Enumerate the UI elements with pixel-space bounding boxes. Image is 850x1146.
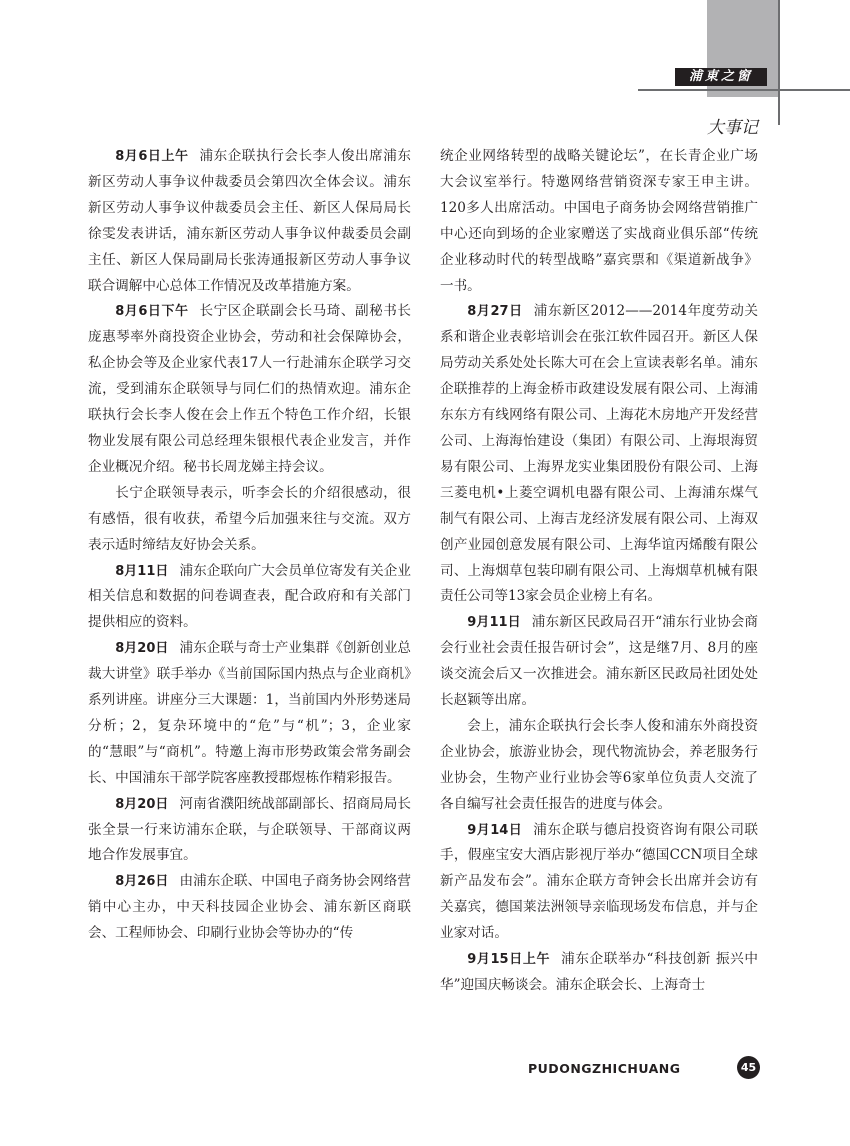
page-number: 45 bbox=[737, 1056, 760, 1079]
header-horizontal-rule bbox=[638, 89, 850, 91]
event-text: 会上，浦东企联执行会长李人俊和浦东外商投资企业协会，旅游业协会，现代物流协会，养老服务行业协会，生物产业行业协会等6家单位负责人交流了各自编写社会责任报告的进度与体会。 bbox=[440, 717, 758, 812]
event-text: 浦东企联与奇士产业集群《创新创业总裁大讲堂》联手举办《当前国际国内热点与企业商机》系列讲座。讲座分三大课题：1，当前国内外形势迷局分析；2，复杂环境中的“危”与“机”；3，企业家的“慧眼”与“商机”。特邀上海市形势政策会常务副会长、中国浦东干部学院客座教授郡煜栋作精彩报告。 bbox=[88, 640, 412, 786]
event-text: 浦东企联执行会长李人俊出席浦东新区劳动人事争议仲裁委员会第四次全体会议。浦东新区劳动人事争议仲裁委员会主任、新区人保局局长徐雯发表讲话，浦东新区劳动人事争议仲裁委员会副主任、新区人保局副局长张涛通报新区劳动人事争议联合调解中心总体工作情况及改革措施方案。 bbox=[88, 148, 412, 294]
event-text: 统企业网络转型的战略关键论坛”，在长青企业广场大会议室举行。特邀网络营销资深专家王申主讲。120多人出席活动。中国电子商务协会网络营销推广中心还向到场的企业家赠送了实战商业俱乐部“传统企业移动时代的转型战略”嘉宾票和《渠道新战争》一书。 bbox=[440, 148, 758, 294]
event-paragraph bbox=[440, 299, 758, 610]
event-date: 8月6日下午 bbox=[115, 304, 189, 320]
event-paragraph bbox=[88, 636, 411, 791]
event-date: 9月14日 bbox=[467, 822, 523, 838]
event-text: 浦东新区2012——2014年度劳动关系和谐企业表彰培训会在张江软件园召开。新区人保局劳动关系处处长陈大可在会上宣读表彰名单。浦东企联推荐的上海金桥市政建设发展有限公司、上海浦东东方有线网络有限公司、上海花木房地产开发经营公司、上海海怡建设（集团）有限公司、上海垠海贸易有限公司、上海界龙实业集团股份有限公司、上海三菱电机•上菱空调机电器有限公司、上海浦东煤气制气有限公司、上海吉龙经济发展有限公司、上海双创产业园创意发展有限公司、上海华谊丙烯酸有限公司、上海烟草包装印刷有限公司、上海烟草机械有限责任公司等13家会员企业榜上有名。 bbox=[440, 303, 758, 605]
event-text: 河南省濮阳统战部副部长、招商局局长张全景一行来访浦东企联，与企联领导、干部商议两地合作发展事宜。 bbox=[88, 795, 412, 864]
event-text: 浦东新区民政局召开“浦东行业协会商会行业社会责任报告研讨会”，这是继7月、8月的座谈交流会后又一次推进会。浦东新区民政局社团处处长赵颖等出席。 bbox=[440, 614, 759, 709]
event-paragraph bbox=[440, 818, 758, 948]
event-text: 长宁区企联副会长马琦、副秘书长庞惠琴率外商投资企业协会，劳动和社会保障协会，私企协会等及企业家代表17人一行赴浦东企联学习交流，受到浦东企联领导与同仁们的热情欢迎。浦东企联执行会长李人俊在会上作五个特色工作介绍，长银物业发展有限公司总经理朱银根代表企业发言，并作企业概况介绍。秘书长周龙娣主持会议。 bbox=[88, 303, 412, 475]
event-text: 长宁企联领导表示，听李会长的介绍很感动，很有感悟，很有收获，希望今后加强来往与交流。双方表示适时缔结友好协会关系。 bbox=[88, 484, 411, 553]
event-date: 8月6日上午 bbox=[115, 149, 189, 164]
footer-magazine-name: PUDONGZHICHUANG bbox=[528, 1061, 681, 1076]
event-date: 8月26日 bbox=[115, 874, 169, 890]
event-paragraph bbox=[88, 559, 411, 637]
event-paragraph bbox=[440, 714, 758, 818]
magazine-logo: 浦東之窗 bbox=[675, 68, 767, 86]
event-paragraph bbox=[88, 792, 411, 870]
event-date: 8月20日 bbox=[115, 641, 169, 657]
event-date: 9月11日 bbox=[467, 615, 521, 631]
event-date: 8月27日 bbox=[467, 304, 523, 320]
event-date: 8月20日 bbox=[115, 796, 169, 812]
header-vertical-rule bbox=[778, 0, 780, 125]
right-text-column bbox=[440, 144, 758, 999]
event-text: 浦东企联举办“科技创新 振兴中华”迎国庆畅谈会。浦东企联会长、上海奇士 bbox=[440, 951, 758, 993]
event-text: 由浦东企联、中国电子商务协会网络营销中心主办，中天科技园企业协会、浦东新区商联会、工程师协会、印刷行业协会等协办的“传 bbox=[88, 873, 412, 942]
section-title: 大事记 bbox=[707, 118, 758, 138]
event-paragraph bbox=[440, 610, 758, 714]
left-text-column bbox=[88, 144, 411, 947]
event-paragraph bbox=[88, 144, 411, 299]
event-paragraph bbox=[88, 869, 411, 947]
event-text: 浦东企联与德启投资咨询有限公司联手，假座宝安大酒店影视厅举办“德国CCN项目全球新产品发布会”。浦东企联方奇钟会长出席并会访有关嘉宾，德国莱法洲领导亲临现场发布信息，并与企业家对话。 bbox=[440, 821, 759, 942]
event-paragraph bbox=[88, 299, 411, 480]
event-paragraph bbox=[440, 144, 758, 299]
event-date: 8月11日 bbox=[115, 563, 169, 579]
event-date: 9月15日上午 bbox=[467, 952, 551, 968]
event-text: 浦东企联向广大会员单位寄发有关企业相关信息和数据的问卷调查表，配合政府和有关部门提供相应的资料。 bbox=[88, 562, 412, 631]
event-paragraph bbox=[88, 481, 411, 559]
event-paragraph bbox=[440, 947, 758, 999]
